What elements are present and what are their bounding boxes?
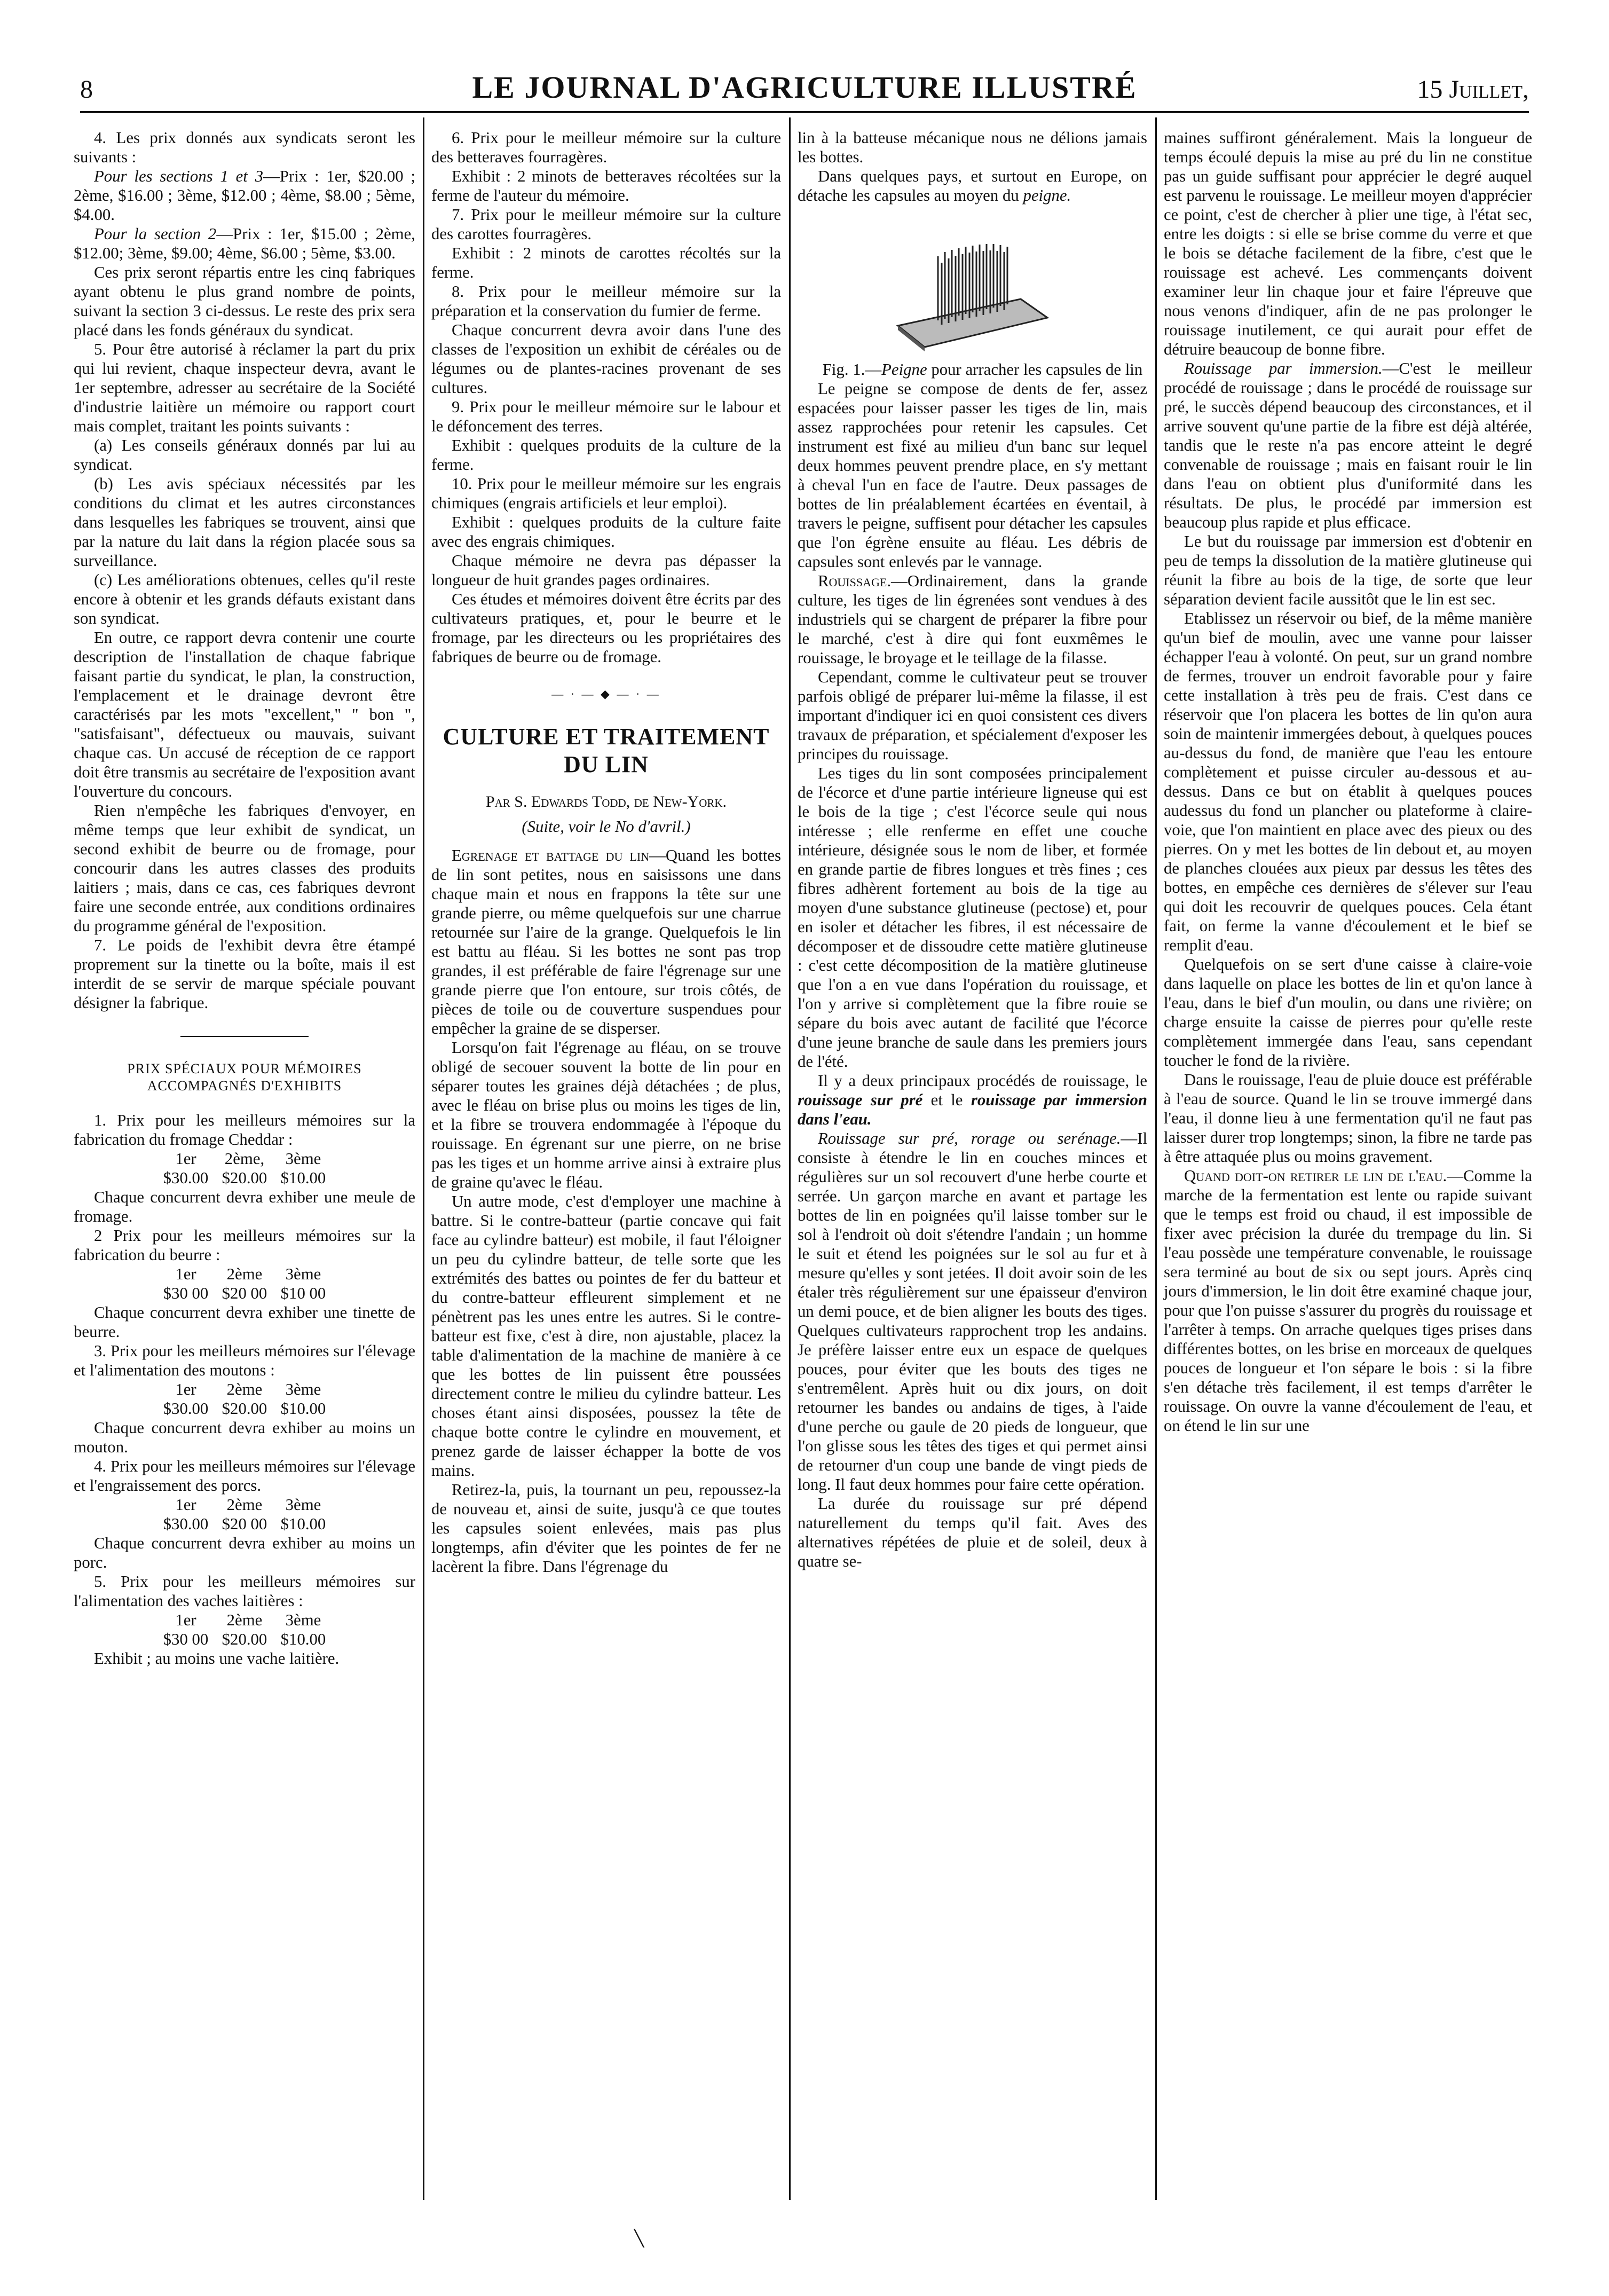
paragraph: Pour la section 2—Prix : 1er, $15.00 ; 2ème, $12.00; 3ème, $9.00; 4ème, $6.00 ; 5ème, $3.00. <box>74 225 416 262</box>
article-subline: (Suite, voir le No d'avril.) <box>522 817 691 836</box>
paragraph: La durée du rouissage sur pré dépend naturellement du temps qu'il fait. Aves des alternatives répétées de pluie et de soleil, deux à quatre se- <box>798 1495 1147 1570</box>
paragraph: Retirez-la, puis, la tournant un peu, repoussez-la de nouveau et, ainsi de suite, jusqu'à ce que toutes les capsules soient enlevées, mais pas plus longtemps, afin d'éviter que les pointes de fer ne lacèrent la fibre. Dans l'égrenage du <box>431 1481 781 1576</box>
column-4 <box>1164 128 1532 1435</box>
paragraph: 9. Prix pour le meilleur mémoire sur le labour et le défoncement des terres. <box>431 398 781 435</box>
column-1 <box>74 128 415 1668</box>
paragraph: Exhibit : quelques produits de la culture de la ferme. <box>431 436 781 474</box>
paragraph: (b) Les avis spéciaux nécessités par les conditions du climat et les autres circonstances dans lesquelles les fabriques se trouvent, ainsi que par la nature du lait dans la région placée sous sa surveillance. <box>74 475 415 570</box>
page-number: 8 <box>80 75 93 104</box>
column-3 <box>798 128 1147 1571</box>
article-byline: Par S. Edwards Todd, de New-York. <box>485 793 727 811</box>
paragraph: 10. Prix pour le meilleur mémoire sur les engrais chimiques (engrais artificiels et leur emploi). <box>431 475 781 512</box>
paragraph: Rouissage sur pré, rorage ou serénage.—Il consiste à étendre le lin en couches minces et régulières sur un sol recouvert d'une herbe courte et serrée. Un garçon marche en avant et partage les bottes de lin en poignées qu'il laisse tomber sur le sol à l'endroit où doit s'étendre l'andain ; un homme le suit et étend les poignées sur le sol au fur et à mesure qu'elles y sont jetées. Il doit avoir soin de les étaler très régulièrement sur une épaisseur d'environ un demi pouce, et de bien aligner les bouts des tiges. Quelques cultivateurs rapprochent trop les andains. Je préfère laisser entre eux un espace de quelques pouces, pour éviter que les bouts des tiges ne s'entremêlent. Après huit ou dix jours, on doit retourner les bandes ou andains de tiges, à l'aide d'une perche ou gaule de 20 pieds de longueur, que l'on glisse sous les têtes des tiges et qui permet ainsi de retourner d'un coup une bande de vingt pieds de long. Il faut deux hommes pour faire cette opération. <box>798 1129 1147 1493</box>
paragraph: Exhibit : quelques produits de la culture faite avec des engrais chimiques. <box>431 513 781 551</box>
header-rule <box>80 111 1529 113</box>
paragraph: Rouissage.—Ordinairement, dans la grande culture, les tiges de lin égrenées sont vendues à des industriels qui se chargent de préparer la fibre pour le marché, c'est à dire qui font euxmêmes le rouissage, le broyage et le teillage de la filasse. <box>798 572 1147 667</box>
prize-item: 1. Prix pour les meilleurs mémoires sur la fabrication du fromage Cheddar : <box>74 1111 415 1149</box>
paragraph: lin à la batteuse mécanique nous ne délions jamais les bottes. <box>798 129 1147 166</box>
figure-caption: Fig. 1.—Peigne pour arracher les capsules de lin <box>822 360 1143 379</box>
paragraph: 4. Les prix donnés aux syndicats seront les suivants : <box>74 129 415 166</box>
paragraph: Chaque concurrent devra exhiber une meule de fromage. <box>74 1188 415 1225</box>
paragraph: Le peigne se compose de dents de fer, assez espacées pour laisser passer les tiges de lin, mais assez rapprochées pour retenir les capsules. Cet instrument est fixé au milieu d'un banc sur lequel deux hommes peuvent prendre place, en s'y mettant à cheval l'un en face de l'autre. Deux passages de bottes de lin préalablement écartées en éventail, à travers le peigne, suffisent pour détacher les capsules que l'on égrène ensuite au fléau. Les débris de capsules sont enlevés par le vannage. <box>798 380 1147 571</box>
paragraph: Dans le rouissage, l'eau de pluie douce est préférable à l'eau de source. Quand le lin se trouve immergé dans l'eau, il donne lieu à une fermentation qu'il ne faut pas laisser durer trop longtemps; sinon, la fibre ne tarde pas à être attaquée plus ou moins gravement. <box>1164 1071 1532 1166</box>
prize-ranks: 1er 2ème 3ème $30.00 $20 00 $10.00 <box>163 1496 326 1533</box>
paragraph: Cependant, comme le cultivateur peut se trouver parfois obligé de préparer lui-même la filasse, il est important d'indiquer ici en quoi consistent ces divers travaux de préparation, et spécialement d'exposer les principes du rouissage. <box>798 668 1147 763</box>
column-divider <box>789 117 791 2200</box>
prize-ranks: 1er 2ème 3ème $30 00 $20 00 $10 00 <box>163 1265 326 1302</box>
separator <box>180 1036 309 1037</box>
paragraph: 7. Le poids de l'exhibit devra être étampé proprement sur la tinette ou la boîte, mais il est interdit de se servir de marque spéciale pouvant désigner la fabrique. <box>74 936 415 1012</box>
paragraph: Etablissez un réservoir ou bief, de la même manière qu'un bief de moulin, avec une vanne pour laisser échapper l'eau à volonté. On peut, sur un grand nombre de fermes, trouver un endroit favorable pour y faire cette installation à très peu de frais. C'est dans ce réservoir que l'on placera les bottes de lin qu'on aura soin de maintenir immergées debout, à quelques pouces au-dessus du fond, de manière que l'eau les entoure complètement et puisse circuler au-dessous et au-dessus. Dans ce but on établit à quelques pouces audessus du fond un plancher ou plateforme à claire-voie, que l'on maintient en place avec des pieux ou des pierres. On y met les bottes de lin debout et, au moyen de planches clouées aux pieux par dessus les têtes des bottes, en empêche ces dernières de s'élever sur l'eau qui doit les recouvrir de quelques pouces. Cela étant fait, on ferme la vanne d'écoulement et le bief se remplit d'eau. <box>1164 609 1532 954</box>
paragraph: Exhibit : 2 minots de betteraves récoltées sur la ferme de l'auteur du mémoire. <box>431 167 781 205</box>
paragraph: 7. Prix pour le meilleur mémoire sur la culture des carottes fourragères. <box>431 206 781 243</box>
paragraph: Chaque concurrent devra exhiber une tinette de beurre. <box>74 1303 415 1341</box>
paragraph: Rouissage par immersion.—C'est le meilleur procédé de rouissage ; dans le procédé de rouissage sur pré, le succès dépend beaucoup des circonstances, et il arrive souvent qu'une partie de la fibre est déjà altérée, tandis que le reste n'a pas encore atteint le degré convenable de rouissage ; mais en faisant rouir le lin dans l'eau on obtient plus d'uniformité dans les résultats. De plus, le procédé par immersion est beaucoup plus rapide et plus efficace. <box>1164 359 1533 531</box>
paragraph: Chaque concurrent devra exhiber au moins un mouton. <box>74 1419 415 1456</box>
prize-item: 4. Prix pour les meilleurs mémoires sur l'élevage et l'engraissement des porcs. <box>74 1457 415 1495</box>
paragraph: Rien n'empêche les fabriques d'envoyer, en même temps que leur exhibit de syndicat, un second exhibit de beurre ou de fromage, pour concourir dans les autres classes des produits laitiers ; mais, dans ce cas, ces fabriques devront faire une seconde entrée, aux conditions ordinaires du programme général de l'exposition. <box>74 801 415 935</box>
paragraph: Exhibit : 2 minots de carottes récoltés sur la ferme. <box>431 244 781 281</box>
paragraph: 8. Prix pour le meilleur mémoire sur la préparation et la conservation du fumier de ferme. <box>431 282 781 320</box>
paragraph: (c) Les améliorations obtenues, celles qu'il reste encore à obtenir et les grands défauts existant dans son syndicat. <box>74 571 415 627</box>
prize-ranks: 1er 2ème 3ème $30 00 $20.00 $10.00 <box>163 1611 326 1648</box>
paragraph: Ces prix seront répartis entre les cinq fabriques ayant obtenu le plus grand nombre de points, suivant la section 3 ci-dessus. Le reste des prix sera placé dans les fonds généraux du syndicat. <box>74 263 415 339</box>
paragraph: Quelquefois on se sert d'une caisse à claire-voie dans laquelle on place les bottes de lin et qu'on lance à l'eau, dans le bief d'un moulin, ou dans une rivière; on charge ensuite la caisse de pierres pour qu'elle reste complètement immergée dans l'eau, sans cependant toucher le fond de la rivière. <box>1164 955 1532 1070</box>
paragraph: 6. Prix pour le meilleur mémoire sur la culture des betteraves fourragères. <box>431 129 781 166</box>
column-divider <box>423 117 424 2200</box>
paragraph: Quand doit-on retirer le lin de l'eau.—Comme la marche de la fermentation est lente ou rapide suivant que le temps est froid ou chaud, il est impossible de fixer avec précision la durée du trempage du lin. Si l'eau possède une température convenable, le rouissage sera terminé au bout de six ou sept jours. Après cinq jours d'immersion, le lin doit être examiné chaque jour, pour que l'on puisse s'assurer du progrès du rouissage et l'arrêter à temps. On arrache quelques tiges prises dans différentes bottes, on les brise en morceaux de quelques pouces de longueur et l'on sépare le bois : si la fibre s'en détache très facilement, il est temps d'arrêter le rouissage. On ouvre la vanne d'écoulement de l'eau, et on étend le lin sur une <box>1164 1167 1532 1435</box>
paragraph: Chaque concurrent devra avoir dans l'une des classes de l'exposition un exhibit de céréales ou de légumes ou de plantes-racines provenant de ses cultures. <box>431 321 781 397</box>
journal-title: LE JOURNAL D'AGRICULTURE ILLUSTRÉ <box>472 70 1137 105</box>
column-divider <box>1155 117 1157 2200</box>
prize-item: 3. Prix pour les meilleurs mémoires sur l'élevage et l'alimentation des moutons : <box>74 1342 415 1379</box>
column-2 <box>431 128 781 1576</box>
paragraph: En outre, ce rapport devra contenir une courte description de l'installation de chaque fabrique faisant partie du syndicat, le plan, la construction, l'emplacement et le drainage devront être caractérisés par les mots "excellent," " bon ", "satisfaisant", défectueux ou mauvais, suivant chaque cas. Un accusé de réception de ce rapport doit être transmis au secrétaire de l'exposition avant l'ouverture du concours. <box>74 628 415 800</box>
issue-date: 15 Juillet, <box>1417 75 1529 104</box>
paragraph: 5. Pour être autorisé à réclamer la part du prix qui lui revient, chaque inspecteur devra, avant le 1er septembre, adresser au secrétaire de la Société d'industrie laitière un mémoire ou rapport court mais complet, traitant les points suivants : <box>74 340 415 435</box>
paragraph: Les tiges du lin sont composées principalement de l'écorce et d'une partie intérieure ligneuse qui est le bois de la tige ; c'est l'écorce seule qui nous intéresse ; elle renferme en effet une couche intérieure, désignée sous le nom de liber, et formée en grande partie de fibres longues et très fines ; ces fibres adhèrent fortement au bois de la tige au moyen d'une substance glutineuse (pectose) et, pour en isoler et détacher les fibres, il est nécessaire de décomposer et de dissoudre cette matière glutineuse : c'est cette décomposition de la matière glutineuse que l'on a en vue dans l'opération du rouissage, et l'on y arrive si complètement que la fibre rouie se sépare du bois avec autant de facilité que l'écorce d'une jeune branche de saule dans les premiers jours de l'été. <box>798 764 1147 1071</box>
ornament-divider: — · — ◆ — · — <box>551 687 661 701</box>
paragraph: Un autre mode, c'est d'employer une machine à battre. Si le contre-batteur (partie concave qui fait face au cylindre batteur) est mobile, il faut l'éloigner un peu du cylindre batteur, de telle sorte que les extrémités des battes ou pointes de fer du batteur et du contre-batteur effleurent simplement et ne pénètrent pas les unes entre les autres. Si le contre-batteur est fixe, c'est à dire, non ajustable, placez la table d'alimentation de la machine de manière à ce que les bottes de lin puissent être poussées directement contre le milieu du cylindre batteur. Les choses étant ainsi disposées, poussez la tête de chaque botte contre le cylindre en mouvement, et prenez garde de laisser échapper la botte de vos mains. <box>431 1192 781 1480</box>
paragraph: Lorsqu'on fait l'égrenage au fléau, on se trouve obligé de secouer souvent la botte de lin pour en séparer toutes les graines déjà détachées ; de plus, avec le fléau on brise plus ou moins les tiges de lin, et la fibre se trouvera endommagée à l'époque du rouissage. En égrenant sur une pierre, on ne brise pas les tiges et un homme arrive ainsi à extraire plus de graine qu'avec le fléau. <box>431 1039 781 1191</box>
prize-item: 2 Prix pour les meilleurs mémoires sur la fabrication du beurre : <box>74 1226 415 1264</box>
paragraph: (a) Les conseils généraux donnés par lui au syndicat. <box>74 436 415 474</box>
prize-item: 5. Prix pour les meilleurs mémoires sur l'alimentation des vaches laitières : <box>74 1572 415 1610</box>
paragraph: Exhibit ; au moins une vache laitière. <box>94 1649 340 1668</box>
page-header <box>80 69 1529 112</box>
section-heading: PRIX SPÉCIAUX POUR MÉMOIRES ACCOMPAGNÉS D'EXHIBITS <box>127 1061 362 1094</box>
prize-ranks: 1er 2ème 3ème $30.00 $20.00 $10.00 <box>163 1380 326 1418</box>
comb-illustration-icon <box>887 219 1058 352</box>
prize-ranks: 1er 2ème, 3ème $30.00 $20.00 $10.00 <box>163 1150 326 1187</box>
paragraph: Pour les sections 1 et 3—Prix : 1er, $20.00 ; 2ème, $16.00 ; 3ème, $12.00 ; 4ème, $8.00 ; 5ème, $4.00. <box>74 167 415 224</box>
paragraph: Dans quelques pays, et surtout en Europe, on détache les capsules au moyen du peigne. <box>798 167 1147 205</box>
paragraph: Chaque concurrent devra exhiber au moins un porc. <box>74 1534 415 1571</box>
print-mark: ╲ <box>634 2230 644 2247</box>
paragraph: Le but du rouissage par immersion est d'obtenir en peu de temps la dissolution de la matière glutineuse qui réunit la fibre au bois de la tige, de sorte que leur séparation devient facile aussitôt que le lin est sec. <box>1164 532 1532 608</box>
paragraph: Chaque mémoire ne devra pas dépasser la longueur de huit grandes pages ordinaires. <box>431 552 781 589</box>
paragraph: Il y a deux principaux procédés de rouissage, le rouissage sur pré et le rouissage par immersion dans l'eau. <box>798 1072 1147 1128</box>
article-headline: CULTURE ET TRAITEMENT DU LIN <box>443 724 770 777</box>
paragraph: maines suffiront généralement. Mais la longueur de temps écoulé depuis la mise au pré du lin ne constitue pas un guide suffisant pour apprécier le degré auquel est parvenu le rouissage. Le meilleur moyen d'apprécier ce point, c'est de chercher à plier une tige, à l'état sec, entre les doigts : si elle se brise comme du verre et que le bois se détache facilement de la fibre, c'est que le rouissage est achevé. Les commençants doivent examiner leur lin chaque jour et faire l'épreuve que nous venons d'indiquer, afin de ne pas prolonger le rouissage inutilement, ce qui aurait pour effet de détruire beaucoup de bonne fibre. <box>1164 129 1532 358</box>
paragraph: Egrenage et battage du lin—Quand les bottes de lin sont petites, nous en saisissons une dans chaque main et nous en frappons la tête sur une grande pierre, ou même quelquefois sur une charrue retournée sur l'aire de la grange. Quelquefois le lin est battu au fléau. Si les bottes ne sont pas trop grandes, il est préférable de faire l'égrenage sur une grande pierre que l'on entoure, sur trois côtés, de pièces de toile ou de couverture suspendues pour empêcher la graine de se disperser. <box>431 846 782 1037</box>
paragraph: Ces études et mémoires doivent être écrits par des cultivateurs pratiques, et, pour le beurre et le fromage, par les directeurs ou les propriétaires des fabriques de beurre ou de fromage. <box>431 590 781 666</box>
